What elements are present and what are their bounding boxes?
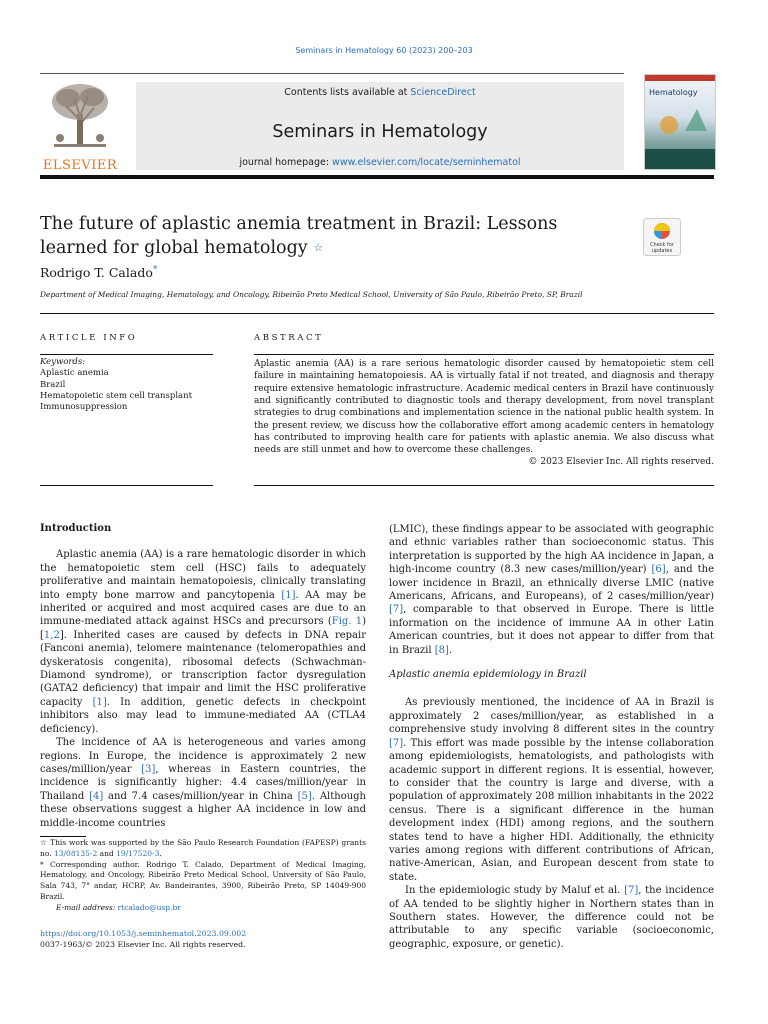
cover-title: Hematology	[649, 88, 698, 97]
body-column-left	[40, 522, 366, 830]
body-paragraph	[389, 523, 714, 657]
body-paragraph	[40, 548, 366, 736]
keywords-label: Keywords:	[40, 357, 86, 367]
journal-banner	[136, 82, 624, 170]
text-run: , and the lower incidence in Brazil, an ethnically diverse LMIC (native Americans, Africans, and Europeans), of 2 cases/million/year)	[389, 564, 715, 603]
email-label: E-mail address:	[56, 902, 118, 912]
text-run: In the epidemiologic study by Maluf et al.	[405, 885, 625, 897]
keyword-item: Aplastic anemia	[40, 368, 109, 379]
journal-homepage-link[interactable]: www.elsevier.com/locate/seminhematol	[332, 157, 521, 168]
article-title-text: The future of aplastic anemia treatment in Brazil: Lessons learned for global hematology	[40, 214, 558, 258]
text-run: . AA may be inherited or acquired and most acquired cases are due to an immune-mediated attack against HSCs and precursors (	[40, 589, 367, 628]
doi-link[interactable]: https://doi.org/10.1053/j.seminhematol.2023.09.002	[40, 929, 247, 938]
section-rule	[40, 313, 714, 314]
text-run: ) [	[40, 616, 366, 641]
footnote-marker: *	[40, 859, 44, 869]
footnote-marker: ☆	[40, 838, 48, 847]
citation-link[interactable]: 1,2	[43, 629, 60, 641]
citation-link[interactable]: [7]	[389, 737, 404, 749]
body-paragraph	[389, 696, 714, 884]
abstract-heading: ABSTRACT	[254, 333, 324, 343]
author-footnote-marker[interactable]: *	[152, 265, 158, 275]
journal-title: Seminars in Hematology	[272, 122, 488, 142]
citation-link[interactable]: [4]	[89, 790, 104, 802]
article-info-bottom-rule	[40, 485, 213, 486]
citation-link[interactable]: [1]	[92, 696, 107, 708]
body-column-right	[389, 523, 714, 951]
text-run: and	[97, 848, 117, 858]
sciencedirect-link[interactable]: ScienceDirect	[410, 87, 476, 98]
grant-link[interactable]: 19/17520-3	[116, 848, 160, 858]
homepage-prefix: journal homepage:	[239, 157, 333, 168]
citation-link[interactable]: [7]	[389, 604, 404, 616]
issn-line: 0037-1963/© 2023 Elsevier Inc. All rights reserved.	[40, 940, 246, 950]
citation-link[interactable]: [6]	[651, 564, 666, 576]
text-run: Corresponding author. Rodrigo T. Calado, Department of Medical Imaging, Hematology, and Oncology, Ribeirão Preto Medical School, University of São Paulo, Sala 743, 7° andar, HCRP, Av. Bandeirantes, 3900, Ribeirão Preto, SP 14049-900 Brazil.	[40, 859, 366, 901]
title-footnote-marker[interactable]: ☆	[313, 241, 324, 254]
figure-link[interactable]: Fig. 1	[331, 616, 363, 628]
author-line	[40, 265, 157, 280]
keyword-item: Brazil	[40, 379, 66, 390]
text-run: . In addition, genetic defects in checkpoint inhibitors also may lead to immune-mediated AA (CTLA4 deficiency).	[40, 696, 366, 735]
crossmark-label-2: updates	[651, 248, 673, 254]
abstract-rule	[254, 354, 714, 355]
abstract-copyright: © 2023 Elsevier Inc. All rights reserved.	[528, 457, 714, 467]
elsevier-logo	[40, 80, 120, 172]
author-name: Rodrigo T. Calado	[40, 265, 153, 280]
text-run: . This effort was made possible by the intense collaboration among epidemiologists, hematologists, and pathologists with academic support in different regions. It is essential, however, to consider that the country is large and diverse, with a population of approximately 208 million inhabitants in the 2022 census. There is a significant difference in the human development index (HDI) among regions, and the southern states tend to have a higher HDI. Additionally, the ethnicity varies among regions with different contributions of African, native-American, Asian, and European descent from state to state.	[389, 737, 714, 883]
citation-link[interactable]: [1]	[281, 589, 296, 601]
article-info-heading: ARTICLE INFO	[40, 333, 138, 343]
text-run: (LMIC), these findings appear to be associated with geographic and ethnic variables rather than socioeconomic status. This interpretation is supported by the high AA incidence in Japan, a high-income country (8.3 new cases/million/year)	[389, 524, 714, 576]
text-run: Aplastic anemia (AA) is a rare hematologic disorder in which the hematopoietic stem cell (HSC) fails to adequately proliferative and maintain hematopoiesis, clinically translating into empty bone marrow and pancytopenia	[40, 549, 366, 601]
elsevier-tree-icon	[48, 80, 112, 154]
contents-line	[136, 87, 624, 98]
citation-link[interactable]: [8]	[434, 644, 449, 656]
journal-citation-link[interactable]: Seminars in Hematology 60 (2023) 200–203	[295, 46, 473, 55]
text-run: .	[448, 644, 453, 656]
footnote-email	[40, 903, 366, 914]
text-run: and 7.4 cases/million/year in China	[103, 790, 298, 802]
footnote-rule	[40, 836, 86, 837]
text-run: .	[159, 848, 162, 858]
footnote-corresponding-author	[40, 860, 366, 903]
introduction-heading: Introduction	[40, 523, 112, 534]
crossmark-label-1: Check for	[650, 242, 674, 248]
abstract-text: Aplastic anemia (AA) is a rare serious hematologic disorder caused by hematopoietic stem cell failure in maintaining hematopoiesis. AA is virtually fatal if not treated, and diagnosis and therapy require extensive hematologic infrastructure. Academic medical centers in Brazil have continuously and significantly contributed to diagnostic tools and therapy development, from novel transplant strategies to drug combinations and implementation science in the national public health system. In the present review, we discuss how the collaborative effort among academic centers in hematology has contributed to improving health care for patients with aplastic anemia. We also discuss what needs are still unmet and how to overcome these challenges.	[254, 359, 714, 456]
article-info-rule	[40, 354, 213, 355]
journal-header	[40, 72, 714, 172]
email-link[interactable]: rtcalado@usp.br	[117, 902, 181, 912]
keyword-item: Immunosuppression	[40, 402, 128, 413]
citation-link[interactable]: [3]	[141, 763, 156, 775]
article-metadata	[40, 928, 366, 950]
grant-link[interactable]: 13/08135-2	[53, 848, 98, 858]
body-paragraph	[40, 736, 366, 830]
text-run: . Although these observations suggest a higher AA incidence in low and middle-income countries	[40, 790, 366, 829]
homepage-line	[136, 157, 624, 168]
keyword-item: Hematopoietic stem cell transplant	[40, 390, 193, 401]
text-run: As previously mentioned, the incidence of AA in Brazil is approximately 2 cases/million/year, as established in a comprehensive study involving 8 different sites in the country	[389, 697, 714, 736]
contents-prefix: Contents lists available at	[284, 87, 411, 98]
journal-cover-thumbnail[interactable]	[644, 74, 716, 170]
text-run: , the incidence of AA tended to be slightly higher in Northern states than in Southern states. However, the difference could not be attributable to any specific variable (socioeconomic, geographic, exposure, or genetic).	[389, 885, 714, 950]
text-run: This work was supported by the São Paulo Research Foundation (FAPESP) grants no.	[40, 838, 366, 858]
keywords-list	[40, 357, 212, 413]
article-title	[40, 212, 630, 260]
text-run: , comparable to that observed in Europe. There is little information on the incidence of immune AA in other Latin American countries, but it does not appear to differ from that in Brazil	[389, 604, 714, 656]
footnote-funding	[40, 838, 366, 860]
affiliation: Department of Medical Imaging, Hematology, and Oncology, Ribeirão Preto Medical School, University of São Paulo, Ribeirão Preto, SP, Brazil	[40, 290, 583, 299]
body-paragraph	[389, 884, 714, 951]
header-thick-rule	[40, 175, 714, 179]
elsevier-wordmark: ELSEVIER	[42, 158, 118, 173]
text-run: ]. Inherited cases are caused by defects in DNA repair (Fanconi anemia), telomere maintenance (telomeropathies and dyskeratosis congenita), ribosomal defects (Schwachman-Diamond syndrome), or transcription factor dysregulation (GATA2 deficiency) that impair and limit the HSC proliferative capacity	[40, 629, 366, 708]
citation-link[interactable]: [5]	[297, 790, 312, 802]
cover-art	[645, 75, 715, 169]
abstract-bottom-rule	[254, 485, 714, 486]
text-run: The incidence of AA is heterogeneous and varies among regions. In Europe, the incidence is approximately 2 new cases/million/year	[40, 737, 366, 775]
epidemiology-heading: Aplastic anemia epidemiology in Brazil	[389, 669, 587, 681]
check-for-updates-icon[interactable]	[643, 218, 681, 256]
footnotes	[40, 838, 366, 914]
text-run: , whereas in Eastern countries, the incidence is significantly higher: 4.4 cases/million/year in Thailand	[40, 763, 366, 802]
citation-link[interactable]: [7]	[624, 885, 639, 897]
